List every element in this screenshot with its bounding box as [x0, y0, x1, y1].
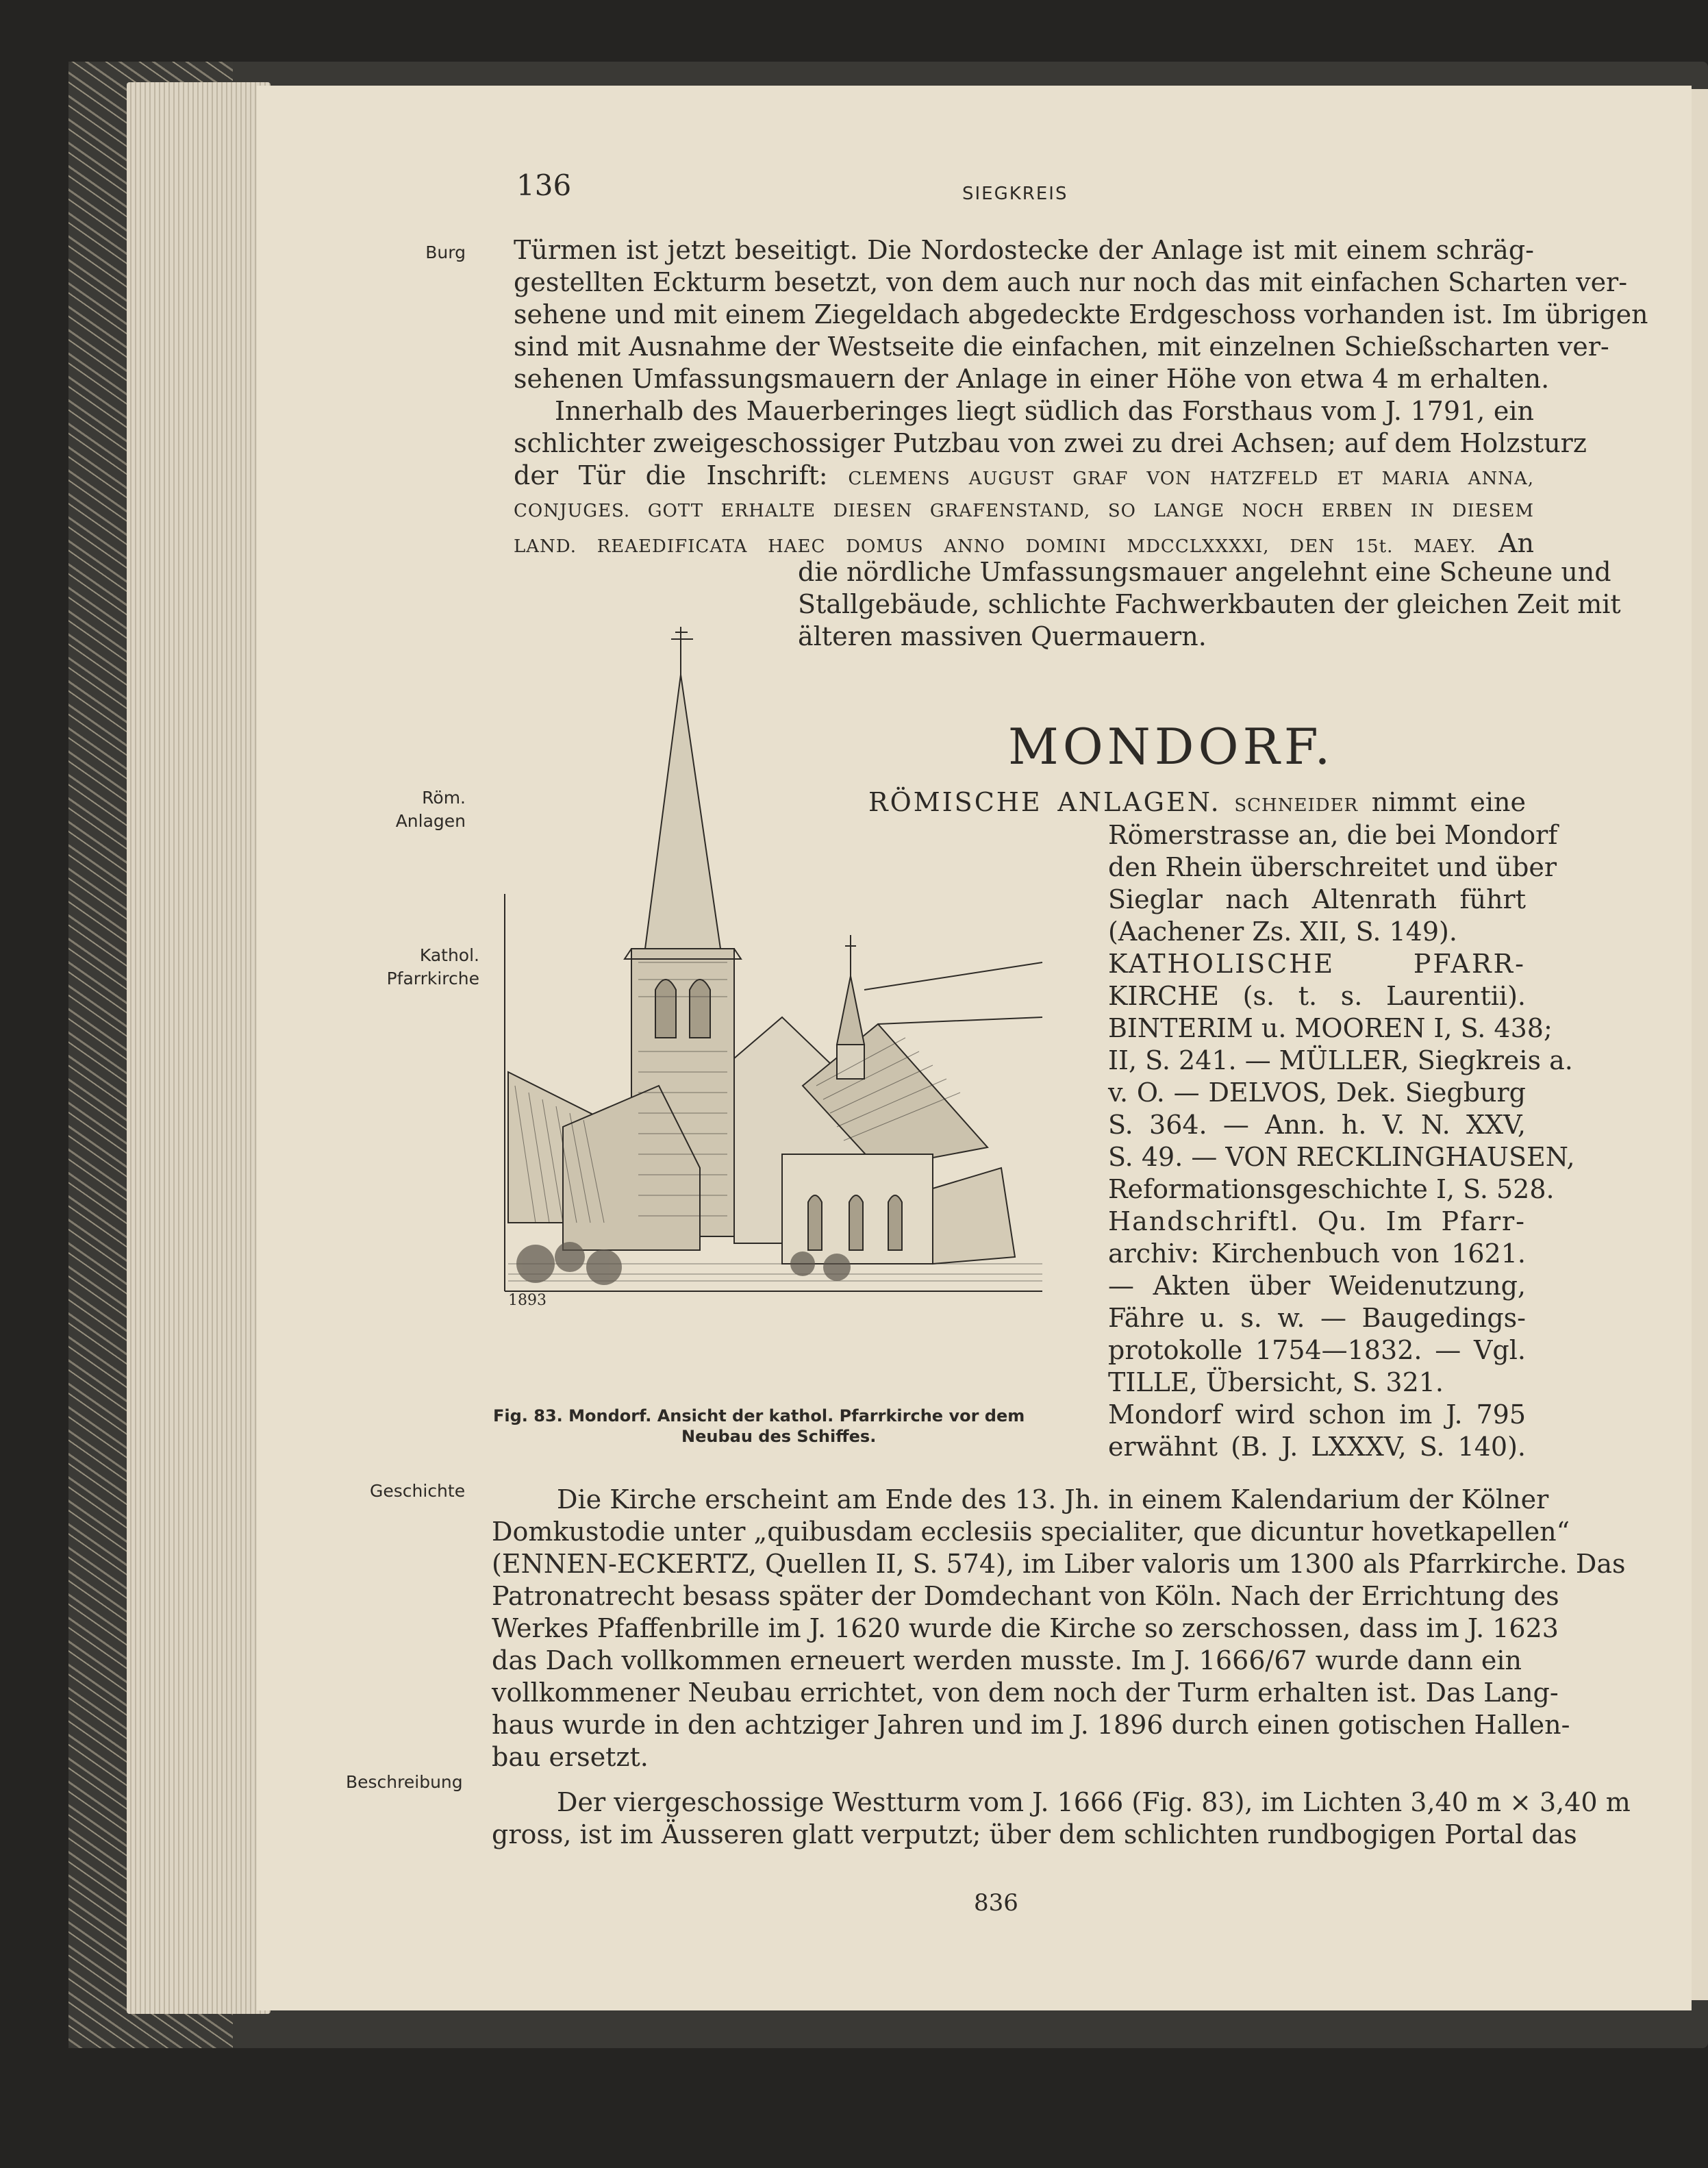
page-edges: [127, 82, 271, 2014]
artist-mark: 1893: [508, 1292, 547, 1309]
romische-first-line: RÖMISCHE ANLAGEN. SCHNEIDER nimmt eine: [868, 787, 1526, 817]
church-illustration: [494, 606, 1056, 1387]
folio-number: 836: [974, 1889, 1018, 1917]
running-title: SIEGKREIS: [962, 184, 1068, 204]
paragraph-burg-end: die nördliche Umfassungsmauer angelehnt eine Scheune und Stallgebäude, schlichte Fachwerkbauten der gleichen Zeit mit älteren massiven Quermauern.: [798, 557, 1621, 651]
paragraph-geschichte: Die Kirche erscheint am Ende des 13. Jh. in einem Kalendarium der Kölner Domkustodie unter „quibusdam ecclesiis specialiter, que dicuntur hovetkapellen“ (ENNEN-ECKERTZ, Quellen II, S. 574), im Liber valoris um 1300 als Pfarrkirche. Das Patronatrecht besass später der Domdechant von Köln. Nach der Errichtung des Werkes Pfaffenbrille im J. 1620 wurde die Kirche so zerschossen, dass im J. 1623 das Dach vollkommen erneuert werden musste. Im J. 1666/67 wurde dann ein vollkommener Neubau errichtet, von dem noch der Turm erhalten ist. Das Lang- haus wurde in den achtziger Jahren und im J. 1896 durch einen gotischen Hallen- bau ersetzt.: [492, 1484, 1626, 1772]
romische-text: Römerstrasse an, die bei Mondorf den Rhein überschreitet und über Sieglar nach Altenrath führt (Aachener Zs. XII, S. 149).: [1108, 820, 1558, 947]
bell-turret: [837, 976, 864, 1045]
town-heading: MONDORF.: [1008, 718, 1335, 775]
margin-note-beschreibung: Beschreibung: [346, 1772, 463, 1792]
figure-caption: Fig. 83. Mondorf. Ansicht der kathol. Pfarrkirche vor dem Neubau des Schiffes.: [493, 1406, 1025, 1446]
paragraph-beschreibung: Der viergeschossige Westturm vom J. 1666 (Fig. 83), im Lichten 3,40 m × 3,40 m gross, ist im Äusseren glatt verputzt; über dem schlichten rundbogigen Portal das: [492, 1787, 1631, 1849]
page-number: 136: [516, 169, 572, 202]
margin-note-kathol: Kathol. Pfarrkirche: [386, 945, 479, 988]
paragraph-burg: Türmen ist jetzt beseitigt. Die Nordostecke der Anlage ist mit einem schräg- gestellten Eckturm besetzt, von dem auch nur noch das mit einfachen Scharten ver- sehene und mit einem Ziegeldach abgedeckte Erdgeschoss vorhanden ist. Im übrigen sind mit Ausnahme der Westseite die einfachen, mit einzelnen Schießscharten ver- sehenen Umfassungsmauern der Anlage in einer Höhe von etwa 4 m erhalten. Innerhalb des Mauerberinges liegt südlich das Forsthaus vom J. 1791, ein schlichter zweigeschossiger Putzbau von zwei zu drei Achsen; auf dem Holzsturz der Tür die Inschrift: CLEMENS AUGUST GRAF VON HATZFELD ET MARIA ANNA, CONJUGES. GOTT ERHALTE DIESEN GRAFENSTAND, SO LANGE NOCH ERBEN IN DIESEM LAND. REAEDIFICATA HAEC DOMUS ANNO DOMINI MDCCLXXXXI, DEN 15t. MAEY. An: [514, 235, 1648, 558]
margin-note-geschichte: Geschichte: [370, 1481, 466, 1501]
margin-note-burg: Burg: [425, 242, 466, 262]
margin-note-rom: Röm. Anlagen: [395, 788, 466, 831]
tower-spire: [645, 675, 720, 949]
katholische-text: KATHOLISCHE PFARR- KIRCHE (s. t. s. Laurentii). BINTERIM u. MOOREN I, S. 438; II, S. 241. — MÜLLER, Siegkreis a. v. O. — DELVOS, Dek. Siegburg S. 364. — Ann. h. V. N. XXV, S. 49. — VON RECKLINGHAUSEN, Reformationsgeschichte I, S. 528. Handschriftl. Qu. Im Pfarr- archiv: Kirchenbuch von 1621. — Akten über Weidenutzung, Fähre u. s. w. — Baugedings- protokolle 1754—1832. — Vgl. TILLE, Übersicht, S. 321. Mondorf wird schon im J. 795 erwähnt (B. J. LXXXV, S. 140).: [1108, 949, 1575, 1462]
